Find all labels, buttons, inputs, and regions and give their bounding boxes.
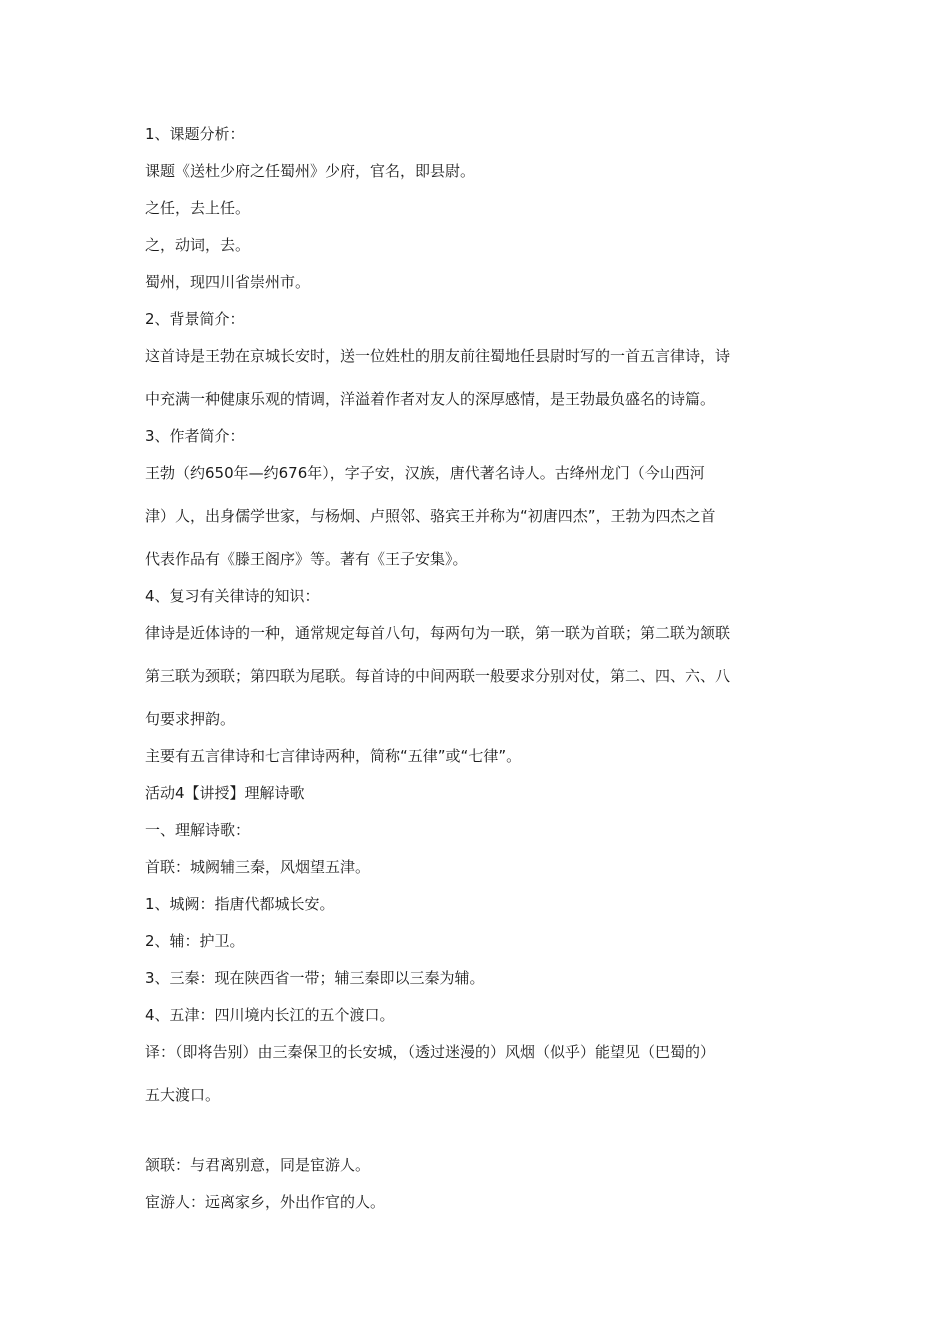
heading-background: 2、背景简介：	[145, 310, 245, 328]
text-line: 2、辅：护卫。	[145, 932, 245, 950]
text-line: 王勃（约650年—约676年），字子安，汉族，唐代著名诗人。古绛州龙门（今山西河	[145, 464, 705, 482]
text-line: 之，动词，去。	[145, 236, 251, 254]
text-line: 主要有五言律诗和七言律诗两种，简称“五律”或“七律”。	[145, 747, 522, 765]
text-line: 首联：城阙辅三秦，风烟望五津。	[145, 858, 371, 876]
text-line: 4、五津：四川境内长江的五个渡口。	[145, 1006, 395, 1024]
heading-activity: 活动4【讲授】理解诗歌	[145, 784, 305, 802]
text-line: 颔联：与君离别意，同是宦游人。	[145, 1156, 371, 1174]
text-line: 津）人，出身儒学世家，与杨炯、卢照邻、骆宾王并称为“初唐四杰”，王勃为四杰之首	[145, 507, 716, 525]
text-line: 之任，去上任。	[145, 199, 251, 217]
text-line: 五大渡口。	[145, 1086, 221, 1104]
text-line: 这首诗是王勃在京城长安时，送一位姓杜的朋友前往蜀地任县尉时写的一首五言律诗，诗	[145, 347, 731, 365]
heading-topic-analysis: 1、课题分析：	[145, 125, 245, 143]
text-line: 1、城阙：指唐代都城长安。	[145, 895, 335, 913]
heading-regulated-verse: 4、复习有关律诗的知识：	[145, 587, 320, 605]
text-line: 课题《送杜少府之任蜀州》少府，官名，即县尉。	[145, 162, 476, 180]
text-line: 律诗是近体诗的一种，通常规定每首八句，每两句为一联，第一联为首联；第二联为颔联	[145, 624, 731, 642]
heading-author: 3、作者简介：	[145, 427, 245, 445]
text-line: 代表作品有《滕王阁序》等。著有《王子安集》。	[145, 550, 468, 568]
document-body	[145, 124, 813, 1212]
text-line: 译：（即将告别）由三秦保卫的长安城，（透过迷漫的）风烟（似乎）能望见（巴蜀的）	[145, 1043, 716, 1061]
text-line: 句要求押韵。	[145, 710, 236, 728]
text-line: 宦游人：远离家乡，外出作官的人。	[145, 1193, 386, 1211]
text-line: 蜀州，现四川省崇州市。	[145, 273, 311, 291]
text-line: 中充满一种健康乐观的情调，洋溢着作者对友人的深厚感情，是王勃最负盛名的诗篇。	[145, 390, 716, 408]
text-line: 3、三秦：现在陕西省一带；辅三秦即以三秦为辅。	[145, 969, 485, 987]
heading-understand-poem: 一、理解诗歌：	[145, 821, 251, 839]
text-line: 第三联为颈联；第四联为尾联。每首诗的中间两联一般要求分别对仗，第二、四、六、八	[145, 667, 731, 685]
